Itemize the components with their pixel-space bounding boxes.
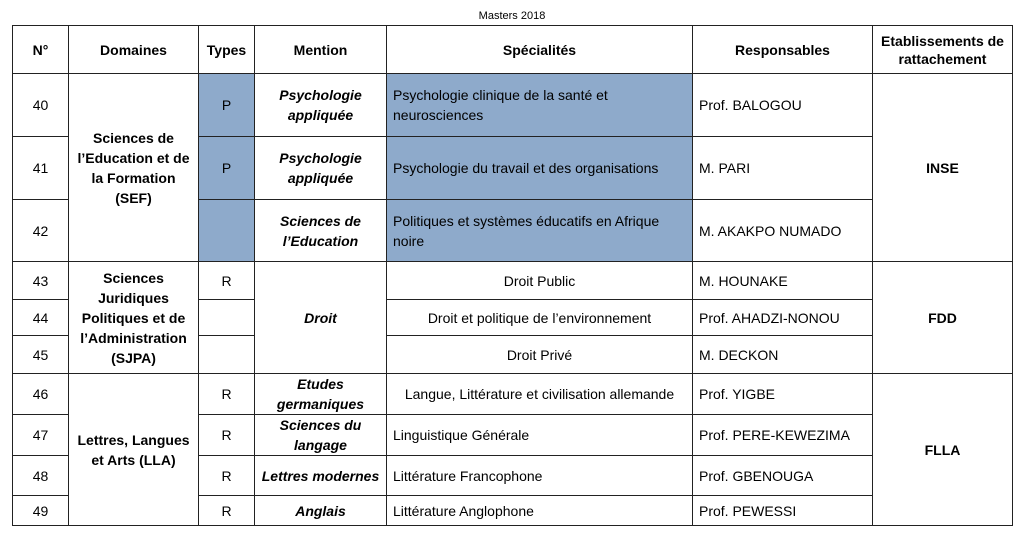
row-number: 42 xyxy=(13,200,69,262)
specialite-cell: Littérature Francophone xyxy=(387,456,693,496)
type-cell xyxy=(199,336,255,374)
etablissement-cell: FLLA xyxy=(873,374,1013,526)
domaine-cell: Sciences de l’Education et de la Formation (SEF) xyxy=(69,74,199,262)
mention-cell: Psychologie appliquée xyxy=(255,74,387,137)
responsable-cell: M. PARI xyxy=(693,137,873,200)
row-number: 47 xyxy=(13,415,69,456)
specialite-cell: Droit Privé xyxy=(387,336,693,374)
header-row xyxy=(13,26,1013,74)
mention-cell: Lettres modernes xyxy=(255,456,387,496)
responsable-cell: Prof. YIGBE xyxy=(693,374,873,415)
header-mention: Mention xyxy=(255,26,387,74)
specialite-cell: Politiques et systèmes éducatifs en Afrique noire xyxy=(387,200,693,262)
domaine-cell: Sciences Juridiques Politiques et de l’Administration (SJPA) xyxy=(69,262,199,374)
specialite-cell: Linguistique Générale xyxy=(387,415,693,456)
mention-cell: Anglais xyxy=(255,496,387,526)
header-domaines: Domaines xyxy=(69,26,199,74)
type-cell: R xyxy=(199,496,255,526)
type-cell xyxy=(199,200,255,262)
responsable-cell: M. DECKON xyxy=(693,336,873,374)
header-types: Types xyxy=(199,26,255,74)
responsable-cell: Prof. PEWESSI xyxy=(693,496,873,526)
table-caption: Masters 2018 xyxy=(478,10,546,22)
responsable-cell: Prof. AHADZI-NONOU xyxy=(693,300,873,336)
type-cell: R xyxy=(199,456,255,496)
etablissement-cell: FDD xyxy=(873,262,1013,374)
row-number: 40 xyxy=(13,74,69,137)
responsable-cell: M. HOUNAKE xyxy=(693,262,873,300)
table-row xyxy=(13,74,1013,137)
responsable-cell: Prof. GBENOUGA xyxy=(693,456,873,496)
responsable-cell: Prof. BALOGOU xyxy=(693,74,873,137)
mention-cell: Psychologie appliquée xyxy=(255,137,387,200)
masters-table xyxy=(12,25,1013,526)
type-cell: R xyxy=(199,374,255,415)
responsable-cell: Prof. PERE-KEWEZIMA xyxy=(693,415,873,456)
row-number: 43 xyxy=(13,262,69,300)
row-number: 46 xyxy=(13,374,69,415)
specialite-cell: Langue, Littérature et civilisation allemande xyxy=(387,374,693,415)
mention-cell: Etudes germaniques xyxy=(255,374,387,415)
row-number: 45 xyxy=(13,336,69,374)
type-cell: R xyxy=(199,262,255,300)
row-number: 44 xyxy=(13,300,69,336)
table-row xyxy=(13,374,1013,415)
header-responsables: Responsables xyxy=(693,26,873,74)
type-cell xyxy=(199,300,255,336)
domaine-cell: Lettres, Langues et Arts (LLA) xyxy=(69,374,199,526)
etablissement-cell: INSE xyxy=(873,74,1013,262)
responsable-cell: M. AKAKPO NUMADO xyxy=(693,200,873,262)
specialite-cell: Psychologie du travail et des organisations xyxy=(387,137,693,200)
type-cell: R xyxy=(199,415,255,456)
specialite-cell: Droit Public xyxy=(387,262,693,300)
type-cell: P xyxy=(199,137,255,200)
header-etablissements: Etablissements de rattachement xyxy=(873,26,1013,74)
row-number: 48 xyxy=(13,456,69,496)
mention-cell: Droit xyxy=(255,262,387,374)
row-number: 41 xyxy=(13,137,69,200)
header-specialites: Spécialités xyxy=(387,26,693,74)
header-num: N° xyxy=(13,26,69,74)
row-number: 49 xyxy=(13,496,69,526)
specialite-cell: Droit et politique de l’environnement xyxy=(387,300,693,336)
mention-cell: Sciences de l’Education xyxy=(255,200,387,262)
specialite-cell: Psychologie clinique de la santé et neurosciences xyxy=(387,74,693,137)
mention-cell: Sciences du langage xyxy=(255,415,387,456)
specialite-cell: Littérature Anglophone xyxy=(387,496,693,526)
table-row xyxy=(13,262,1013,300)
type-cell: P xyxy=(199,74,255,137)
